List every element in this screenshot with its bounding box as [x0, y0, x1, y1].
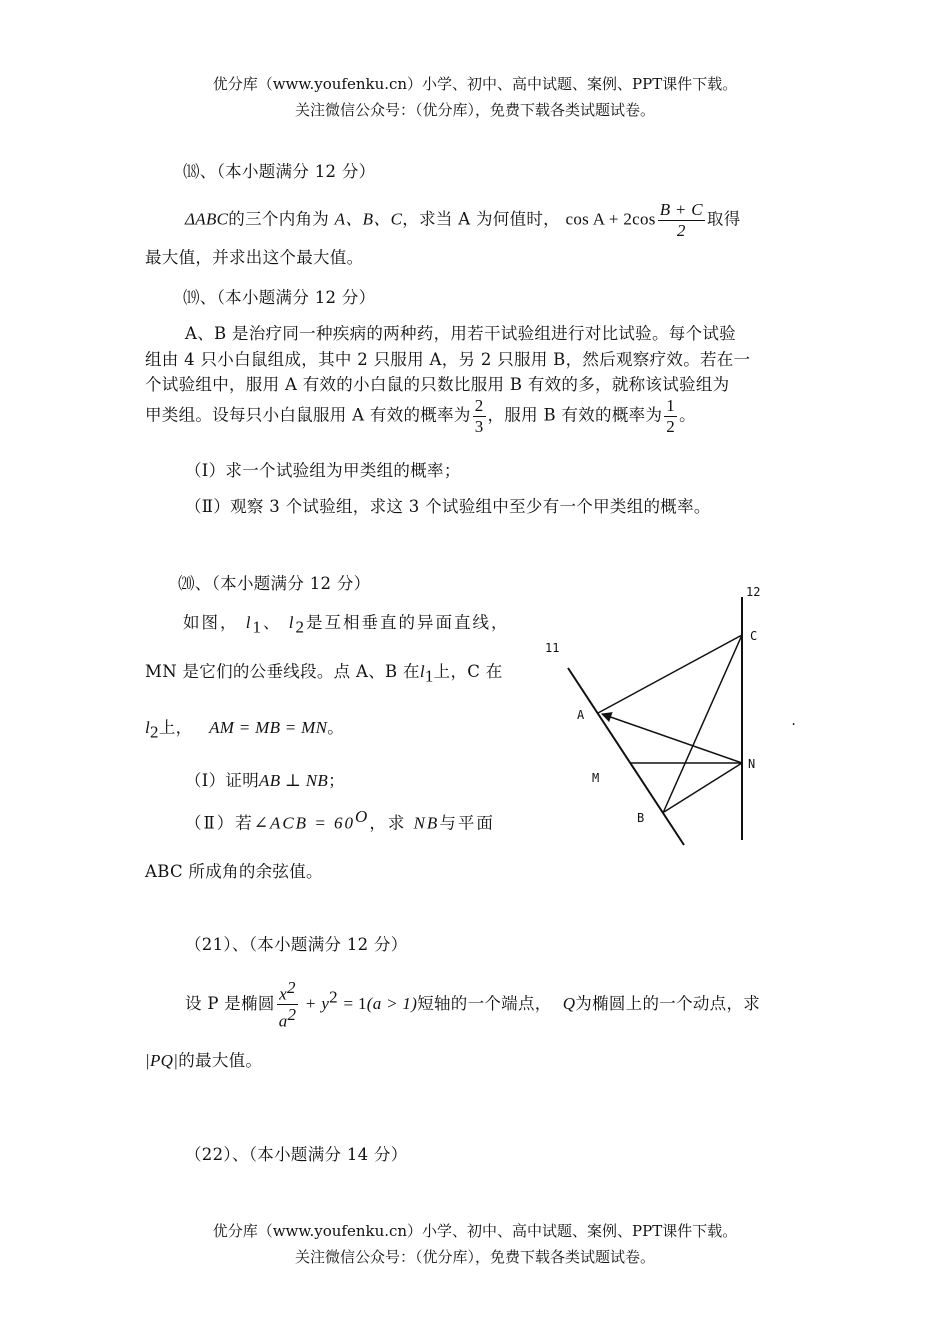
label-n: N [748, 757, 756, 771]
q19-part-1: （Ⅰ）求一个试验组为甲类组的概率； [185, 461, 461, 480]
q21-line-2: |PQ|的最大值。 [145, 1051, 263, 1070]
q19-line-2: 组由 4 只小白鼠组成，其中 2 只服用 A，另 2 只服用 B，然后观察疗效。若在一 [145, 350, 751, 369]
label-m: M [592, 771, 600, 785]
q18-triangle: ΔABC [185, 209, 229, 229]
q18-line-1: ΔABC的三个内角为 A、B、C，求当 A 为何值时， cos A + 2cos $\frac{B + C}{2}$ 取得 [185, 200, 741, 240]
q20-figure [530, 575, 810, 855]
header-line-1: 优分库（www.youfenku.cn）小学、初中、高中试题、案例、PPT课件下载。 [212, 75, 738, 93]
q19-line-1: A、B 是治疗同一种疾病的两种药，用若干试验组进行对比试验。每个试验 [185, 324, 736, 343]
q20-line-2: MN 是它们的公垂线段。点 A、B 在$l_1$上，C 在 [145, 662, 503, 686]
q20-part-2: （Ⅱ）若∠ACB = $60^O$，求 NB与平面 [185, 807, 495, 833]
q21-abs-pq: |PQ| [145, 1051, 179, 1070]
label-dot: . [790, 714, 798, 728]
q20-title: ⒇、（本小题满分 12 分） [178, 574, 371, 593]
q20-part-2-cont: ABC 所成角的余弦值。 [145, 862, 323, 881]
footer-line-2: 关注微信公众号：（优分库），免费下载各类试题试卷。 [294, 1248, 655, 1266]
q21-condition: (a > 1) [366, 994, 418, 1014]
q20-line-3: $l_2$上， AM = MB = MN。 [145, 718, 345, 742]
q19-part-2: （Ⅱ）观察 3 个试验组，求这 3 个试验组中至少有一个甲类组的概率。 [185, 497, 711, 516]
header-line-2: 关注微信公众号：（优分库），免费下载各类试题试卷。 [294, 101, 655, 119]
q19-line-4: 甲类组。设每只小白鼠服用 A 有效的概率为 $\frac{2}{3}$ ，服用 B 有效的概率为 $\frac{1}{2}$ 。 [145, 396, 696, 436]
q19-title: ⒆、（本小题满分 12 分） [183, 288, 376, 307]
q21-line-1: 设 P 是椭圆 $\frac{x^2}{a^2}$ + $y^2 = 1(a > 1)$短轴的一个端点， Q为椭圆上的一个动点，求 [185, 978, 761, 1031]
q19-line-3: 个试验组中，服用 A 有效的小白鼠的只数比服用 B 有效的多，就称该试验组为 [145, 375, 730, 394]
q19-fraction-a: $\frac{2}{3}$ [474, 396, 484, 436]
q21-fraction: $\frac{x^2}{a^2}$ [278, 978, 297, 1031]
q20-part-1: （Ⅰ）证明AB ⊥ NB； [185, 771, 345, 790]
label-b: B [637, 811, 645, 825]
label-l2: 12 [746, 585, 761, 599]
q18-line-2: 最大值，并求出这个最大值。 [145, 248, 364, 267]
segment-cb [663, 635, 742, 813]
label-a: A [577, 708, 585, 722]
q19-fraction-b: $\frac{1}{2}$ [666, 396, 676, 436]
footer-line-1: 优分库（www.youfenku.cn）小学、初中、高中试题、案例、PPT课件下载。 [212, 1222, 738, 1240]
label-c: C [750, 629, 758, 643]
line-l1 [568, 668, 684, 845]
label-l1: 11 [545, 641, 560, 655]
q20-line-1: 如图， $l_1$、 $l_2$是互相垂直的异面直线， [183, 613, 510, 637]
q20-equation: AM = MB = MN [209, 718, 328, 737]
q18-title: ⒅、（本小题满分 12 分） [183, 162, 376, 181]
segment-ca [598, 635, 742, 713]
q21-title: （21）、（本小题满分 12 分） [185, 935, 408, 954]
segment-na [602, 714, 742, 763]
segment-nb [664, 763, 742, 812]
q22-title: （22）、（本小题满分 14 分） [185, 1145, 408, 1164]
q18-fraction: $\frac{B + C}{2}$ [659, 200, 703, 240]
q18-expression: cos A + 2cos [565, 209, 656, 229]
